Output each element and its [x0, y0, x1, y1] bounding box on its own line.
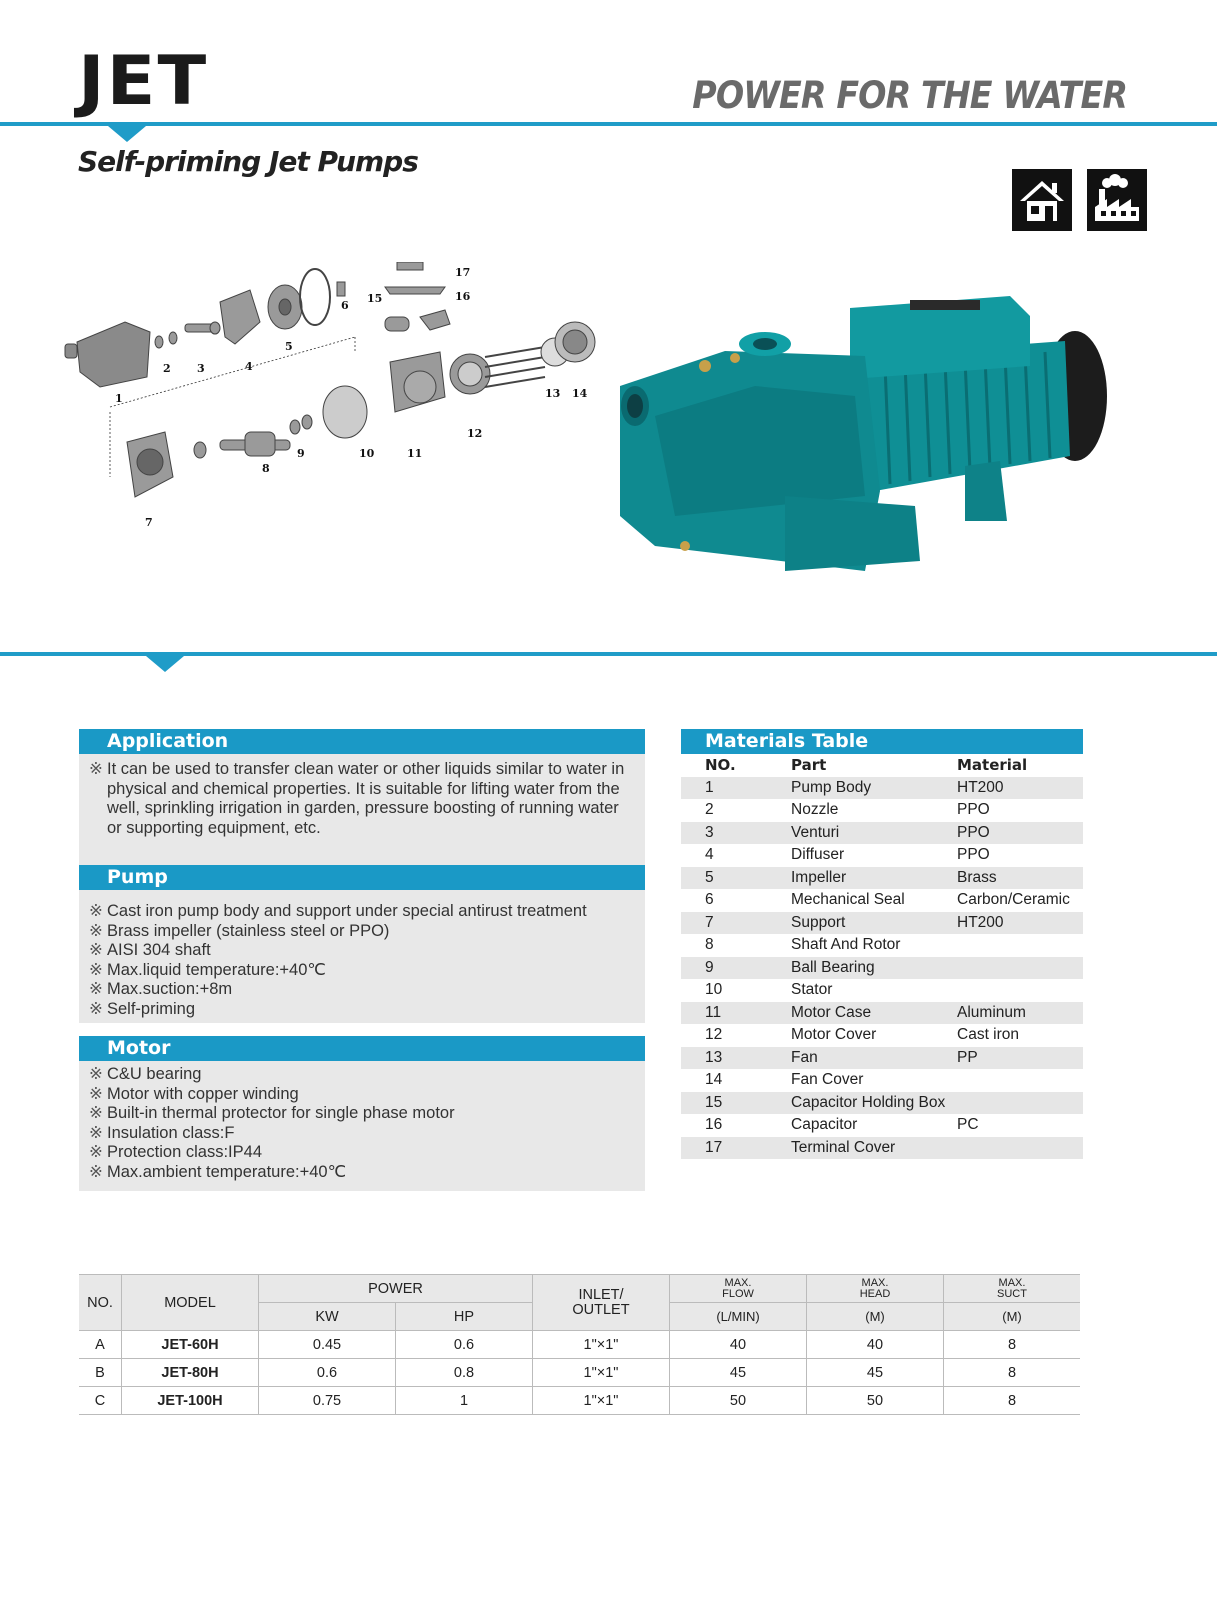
cell-suct: 8	[944, 1387, 1081, 1415]
col-header-suct: MAX. SUCT	[944, 1275, 1081, 1303]
diagram-label-5: 5	[285, 340, 293, 353]
cell-part: Fan	[791, 1047, 957, 1070]
cell-part: Capacitor	[791, 1116, 858, 1134]
pump-image	[615, 296, 1115, 586]
cell-part: Pump Body	[791, 777, 957, 800]
materials-table	[681, 754, 1083, 1159]
table-row	[681, 979, 1083, 1002]
table-row	[681, 1092, 1083, 1115]
cell-hp: 0.6	[396, 1331, 533, 1359]
header-rule	[0, 122, 1217, 126]
cell-no: C	[79, 1387, 122, 1415]
diagram-label-1: 1	[115, 392, 123, 405]
diagram-label-15: 15	[367, 292, 383, 305]
col-header-part: Part	[791, 756, 827, 775]
diagram-label-8: 8	[262, 462, 270, 475]
table-row	[681, 1137, 1083, 1160]
cell-material	[957, 957, 1083, 980]
cell-model: JET-60H	[122, 1331, 259, 1359]
cell-no: 17	[681, 1137, 791, 1160]
diagram-label-2: 2	[163, 362, 171, 375]
col-unit-suct: (M)	[944, 1303, 1081, 1331]
cell-part: Venturi	[791, 822, 957, 845]
exploded-diagram	[55, 262, 625, 552]
performance-table	[79, 1274, 1080, 1415]
diagram-label-6: 6	[341, 299, 349, 312]
table-row	[681, 867, 1083, 890]
bullet-icon: ※	[89, 760, 103, 778]
cell-part: Shaft And Rotor	[791, 936, 901, 954]
cell-suct: 8	[944, 1331, 1081, 1359]
materials-heading: Materials Table	[681, 729, 1083, 754]
materials-section	[681, 729, 1083, 1159]
cell-no: 4	[705, 846, 714, 864]
diagram-label-16: 16	[455, 290, 471, 303]
cell-material	[957, 934, 1083, 957]
diagram-label-17: 17	[455, 266, 471, 279]
cell-part: Nozzle	[791, 801, 839, 819]
motor-section	[79, 1036, 645, 1191]
cell-hp: 1	[396, 1387, 533, 1415]
bullet-icon: ※	[89, 1084, 103, 1103]
cell-no: 12	[705, 1026, 723, 1044]
cell-part: Motor Cover	[791, 1026, 877, 1044]
cell-material: PPO	[957, 801, 990, 819]
application-heading: Application	[79, 729, 645, 754]
cell-material	[957, 979, 1083, 1002]
col-header-hp: HP	[396, 1303, 533, 1331]
cell-flow: 45	[670, 1359, 807, 1387]
cell-no: 13	[681, 1047, 791, 1070]
table-row	[79, 1359, 1080, 1387]
col-header-model: MODEL	[122, 1275, 259, 1331]
cell-part: Ball Bearing	[791, 957, 957, 980]
table-row	[681, 934, 1083, 957]
table-row	[681, 844, 1083, 867]
cell-head: 45	[807, 1359, 944, 1387]
table-row	[681, 777, 1083, 800]
list-item: ※ Motor with copper winding	[89, 1084, 299, 1103]
diagram-label-3: 3	[197, 362, 205, 375]
tagline: POWER FOR THE WATER	[692, 74, 1127, 117]
list-item: ※ Max.suction:+8m	[89, 980, 233, 998]
cell-material: PPO	[957, 822, 1083, 845]
cell-part: Support	[791, 912, 957, 935]
application-section	[79, 729, 645, 877]
pump-section	[79, 865, 645, 1023]
cell-flow: 40	[670, 1331, 807, 1359]
table-row	[681, 1069, 1083, 1092]
cell-no: 10	[705, 981, 723, 999]
cell-head: 50	[807, 1387, 944, 1415]
cell-part: Impeller	[791, 867, 957, 890]
col-header-no: NO.	[79, 1275, 122, 1331]
cell-head: 40	[807, 1331, 944, 1359]
cell-material: Brass	[957, 867, 1083, 890]
cell-part: Fan Cover	[791, 1071, 864, 1089]
motor-body	[79, 1061, 645, 1191]
col-header-head: MAX. HEAD	[807, 1275, 944, 1303]
cell-part: Diffuser	[791, 846, 845, 864]
bullet-icon: ※	[89, 1123, 103, 1142]
diagram-label-13: 13	[545, 387, 561, 400]
bullet-icon: ※	[89, 960, 103, 979]
table-row	[681, 822, 1083, 845]
table-row	[681, 1114, 1083, 1137]
cell-part: Terminal Cover	[791, 1137, 957, 1160]
cell-material: HT200	[957, 912, 1083, 935]
cell-material: PC	[957, 1116, 979, 1134]
cell-no: 7	[681, 912, 791, 935]
cell-inlet: 1"×1"	[533, 1387, 670, 1415]
list-item: ※ Built-in thermal protector for single phase motor	[89, 1104, 455, 1122]
col-header-no: NO.	[705, 756, 736, 775]
cell-part: Mechanical Seal	[791, 891, 905, 909]
bullet-icon: ※	[89, 1162, 103, 1181]
cell-no: 11	[681, 1002, 791, 1025]
list-item: ※ Insulation class:F	[89, 1123, 235, 1142]
cell-no: 5	[681, 867, 791, 890]
list-item: ※ C&U bearing	[89, 1065, 202, 1083]
table-row	[681, 912, 1083, 935]
list-item: ※ Max.liquid temperature:+40℃	[89, 960, 326, 979]
bullet-icon: ※	[89, 1104, 103, 1122]
list-item: ※ AISI 304 shaft	[89, 941, 211, 959]
cell-material	[957, 1069, 1083, 1092]
cell-kw: 0.75	[259, 1387, 396, 1415]
table-row	[681, 1002, 1083, 1025]
col-header-flow: MAX. FLOW	[670, 1275, 807, 1303]
materials-header-row	[681, 754, 1083, 777]
cell-part: Capacitor Holding Box	[791, 1092, 957, 1115]
cell-material	[957, 1137, 1083, 1160]
pump-body	[79, 890, 645, 1023]
table-row	[681, 1024, 1083, 1047]
cell-material: Aluminum	[957, 1002, 1083, 1025]
brand-title: JET	[78, 42, 209, 121]
col-header-material: Material	[957, 756, 1028, 775]
cell-no: 9	[681, 957, 791, 980]
list-item: ※ It can be used to transfer clean water or other liquids similar to water in physical and chemical properties. It is suitable for lifting water from the well, sprinkling irrigation in garden, pressure boosting of running water or supporting equipment, etc.	[89, 760, 625, 837]
part-pump-body	[65, 322, 150, 387]
cell-no: 1	[681, 777, 791, 800]
cell-model: JET-100H	[122, 1387, 259, 1415]
bullet-icon: ※	[89, 1065, 103, 1083]
cell-no: B	[79, 1359, 122, 1387]
section-notch	[146, 656, 184, 672]
table-row	[681, 957, 1083, 980]
col-header-kw: KW	[259, 1303, 396, 1331]
cell-flow: 50	[670, 1387, 807, 1415]
table-row	[681, 799, 1083, 822]
factory-icon	[1087, 169, 1147, 231]
list-item: ※ Brass impeller (stainless steel or PPO)	[89, 921, 390, 940]
cell-model: JET-80H	[122, 1359, 259, 1387]
cell-part: Motor Case	[791, 1002, 957, 1025]
bullet-icon: ※	[89, 921, 103, 940]
diagram-label-14: 14	[572, 387, 588, 400]
diagram-label-12: 12	[467, 427, 483, 440]
cell-no: 8	[705, 936, 714, 954]
header-notch	[108, 126, 146, 142]
cell-no: 14	[705, 1071, 723, 1089]
performance-section	[79, 1274, 1080, 1415]
col-unit-head: (M)	[807, 1303, 944, 1331]
cell-suct: 8	[944, 1359, 1081, 1387]
cell-no: 2	[705, 801, 714, 819]
table-row	[681, 1047, 1083, 1070]
cell-no: 3	[681, 822, 791, 845]
cell-kw: 0.45	[259, 1331, 396, 1359]
table-row	[79, 1331, 1080, 1359]
page-subtitle: Self-priming Jet Pumps	[78, 145, 418, 178]
bullet-icon: ※	[89, 980, 103, 998]
col-header-inlet: INLET/ OUTLET	[533, 1275, 670, 1331]
list-item: ※ Cast iron pump body and support under special antirust treatment	[89, 902, 587, 920]
cell-no: 16	[705, 1116, 723, 1134]
pump-heading: Pump	[79, 865, 645, 890]
bullet-icon: ※	[89, 941, 103, 959]
house-icon	[1012, 169, 1072, 231]
cell-no: A	[79, 1331, 122, 1359]
diagram-label-9: 9	[297, 447, 305, 460]
table-row	[79, 1387, 1080, 1415]
cell-inlet: 1"×1"	[533, 1331, 670, 1359]
col-header-power: POWER	[259, 1275, 533, 1303]
cell-part: Stator	[791, 981, 833, 999]
diagram-label-10: 10	[359, 447, 375, 460]
diagram-label-4: 4	[245, 360, 253, 373]
cell-hp: 0.8	[396, 1359, 533, 1387]
application-body	[79, 754, 645, 877]
table-row	[681, 889, 1083, 912]
diagram-label-11: 11	[407, 447, 423, 460]
cell-no: 6	[705, 891, 714, 909]
cell-inlet: 1"×1"	[533, 1359, 670, 1387]
bullet-icon: ※	[89, 999, 103, 1018]
col-unit-flow: (L/MIN)	[670, 1303, 807, 1331]
bullet-icon: ※	[89, 902, 103, 920]
cell-material: Carbon/Ceramic	[957, 891, 1070, 909]
cell-no: 15	[681, 1092, 791, 1115]
cell-material	[957, 1092, 1083, 1115]
list-item: ※ Self-priming	[89, 999, 196, 1018]
diagram-label-7: 7	[145, 516, 153, 529]
cell-material: PP	[957, 1047, 1083, 1070]
cell-material: HT200	[957, 777, 1083, 800]
list-item: ※ Max.ambient temperature:+40℃	[89, 1162, 347, 1181]
cell-material: PPO	[957, 846, 990, 864]
cell-kw: 0.6	[259, 1359, 396, 1387]
bullet-icon: ※	[89, 1143, 103, 1161]
cell-material: Cast iron	[957, 1026, 1020, 1044]
list-item: ※ Protection class:IP44	[89, 1143, 262, 1161]
motor-heading: Motor	[79, 1036, 645, 1061]
